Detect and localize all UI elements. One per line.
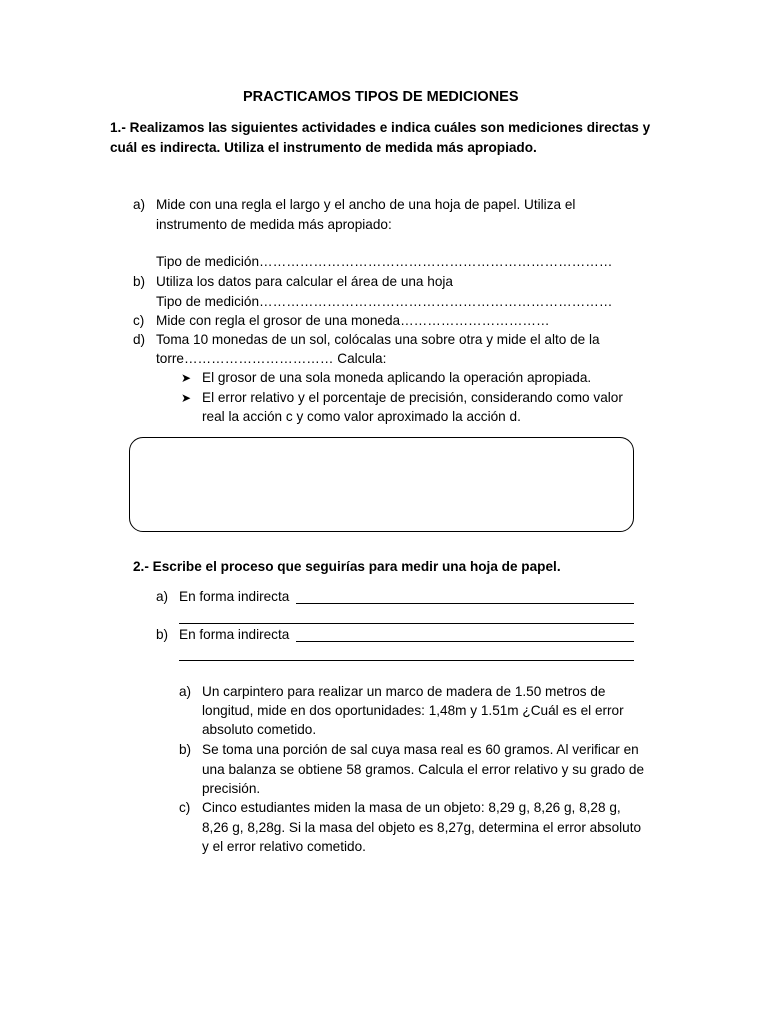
q3-item-a-line2: longitud, mide en dos oportunidades: 1,48m y 1.51m ¿Cuál es el error [202,703,624,718]
q1-heading-line2: cuál es indirecta. Utiliza el instrumento de medida más apropiado. [110,140,537,155]
q1-item-d-line1: Toma 10 monedas de un sol, colócalas una sobre otra y mide el alto de la [156,332,600,347]
answer-box[interactable] [129,437,634,532]
q2-heading: 2.- Escribe el proceso que seguirías para medir una hoja de papel. [133,559,561,574]
q2-item-b-answer-line-1[interactable] [296,641,634,642]
q2-item-b-answer-line-2[interactable] [179,660,634,661]
q1-bullet-1: El grosor de una sola moneda aplicando la operación apropiada. [202,370,592,385]
arrow-bullet-icon: ➤ [181,391,192,405]
q1-item-b-answer: Tipo de medición…………………………………………………………………… [156,294,613,309]
q2-item-b-label: En forma indirecta [179,627,290,642]
q2-item-a-marker: a) [156,589,169,604]
q3-item-c-line1: Cinco estudiantes miden la masa de un objeto: 8,29 g, 8,26 g, 8,28 g, [202,800,621,815]
q3-item-a-line1: Un carpintero para realizar un marco de madera de 1.50 metros de [202,684,606,699]
q3-item-c-line2: 8,26 g, 8,28g. Si la masa del objeto es 8,27g, determina el error absoluto [202,820,642,835]
page-title: PRACTICAMOS TIPOS DE MEDICIONES [243,89,519,105]
q3-item-b-line2: una balanza se obtiene 58 gramos. Calcula el error relativo y su grado de [202,762,645,777]
q1-item-b-marker: b) [133,274,146,289]
arrow-bullet-icon: ➤ [181,371,192,385]
q3-item-c-line3: y el error relativo cometido. [202,839,366,854]
q2-item-a-answer-line-2[interactable] [179,623,634,624]
q2-item-a-label: En forma indirecta [179,589,290,604]
q3-item-b-line1: Se toma una porción de sal cuya masa real es 60 gramos. Al verificar en [202,742,639,757]
q3-item-b-line3: precisión. [202,781,261,796]
q1-item-a-answer: Tipo de medición…………………………………………………………………… [156,254,613,269]
q1-bullet-2-line2: real la acción c y como valor aproximado la acción d. [202,409,521,424]
q1-item-d-marker: d) [133,332,146,347]
q1-item-c-line1: Mide con regla el grosor de una moneda…………………………… [156,313,550,328]
q1-item-d-line2: torre…………………………… Calcula: [156,351,387,366]
q1-item-a-line1: Mide con una regla el largo y el ancho de una hoja de papel. Utiliza el [156,197,576,212]
q3-item-c-marker: c) [179,800,191,815]
q1-item-c-marker: c) [133,313,145,328]
q1-item-a-line2: instrumento de medida más apropiado: [156,217,392,232]
q3-item-a-marker: a) [179,684,192,699]
q2-item-b-marker: b) [156,627,169,642]
q2-item-a-answer-line-1[interactable] [296,603,634,604]
q3-item-a-line3: absoluto cometido. [202,722,317,737]
q1-heading-line1: 1.- Realizamos las siguientes actividades e indica cuáles son mediciones directas y [110,120,651,135]
q1-item-a-marker: a) [133,197,146,212]
q1-bullet-2-line1: El error relativo y el porcentaje de precisión, considerando como valor [202,390,623,405]
q3-item-b-marker: b) [179,742,192,757]
q1-item-b-line1: Utiliza los datos para calcular el área de una hoja [156,274,453,289]
